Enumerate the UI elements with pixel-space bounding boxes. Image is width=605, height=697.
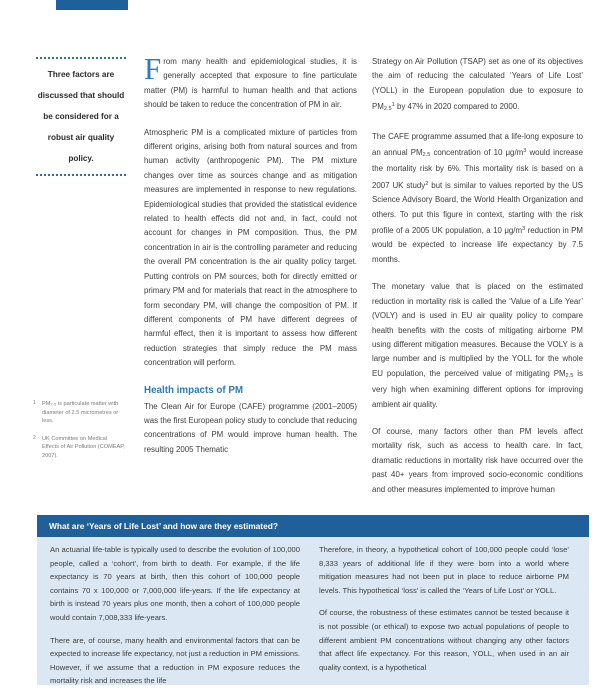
pull-quote-line: robust air quality — [47, 133, 115, 142]
footnote-ref: 2 — [425, 180, 429, 187]
paragraph: An actuarial life-table is typically used to describe the evolution of 100,000 people, called a ‘cohort’, from birth to death. For example, if the life expectancy is 70 years at birth, then this cohort of 100,000 people contains 70 x 100,000 or 7,000,000 life-years. If the life expectancy at birth is instead 70 years plus one month, then a cohort of 100,000 people would contain 7,008,333 life-years. — [50, 545, 300, 622]
paragraph — [372, 55, 583, 117]
footnote — [33, 400, 125, 426]
superscript: 3 — [522, 226, 526, 233]
footnote — [33, 435, 125, 461]
paragraph: Atmospheric PM is a complicated mixture of particles from different origins, arising both from natural sources and from human activity (anthropogenic PM). The PM mixture changes over time as sources change and as mitigation measures are implemented in response to new regulations. Epidemiological studies that provided the statistical evidence related to health effects did not and, in fact, could not account for changes in PM composition. Thus, the PM concentration in air is the controlling parameter and reducing the overall PM concentration is the air quality policy target. Putting controls on PM sources, both for directly emitted or primary PM and for materials that react in the atmosphere to form secondary PM, will change the composition of PM. If different components of PM have different degrees of harmful effect, then it is important to assess how different reduction strategies that simply reduce the PM mass concentration will perform. — [144, 127, 357, 368]
footnote-text: PM₂.₅ is particulate matter with diameter of 2.5 micrometres or less. — [42, 401, 119, 425]
footnote-text: UK Committee on Medical Effects of Air Pollution (COMEAP, 2007). — [42, 435, 125, 459]
footnotes — [33, 400, 125, 470]
info-box — [37, 515, 589, 685]
text-run: but is similar to values reported by the US Science Advisory Board, the World Health Organization and others. To put this figure in context, starting with the risk profile of a 2005 UK population, a 10 μg/m — [372, 180, 583, 236]
paragraph: Of course, many factors other than PM levels affect mortality risk, such as access to health care. In fact, dramatic reductions in mortality risk have occurred over the past 40+ years from improved socio-economic conditions and other measures implemented to improve human — [372, 426, 583, 494]
text-run: by 47% in 2020 compared to 2000. — [394, 102, 520, 112]
footnote-number: 2 — [33, 434, 36, 441]
paragraph: Of course, the robustness of these estimates cannot be tested because it is not possible (or ethical) to expose two actual populations of people to different ambient PM concentrations without changing any other factors that affect life expectancy. For this reason, YOLL, when used in an air quality context, is a hypothetical — [319, 608, 569, 672]
subscript: 2.5 — [565, 372, 574, 379]
pull-quote-line: Three factors are — [47, 70, 115, 79]
paragraph: The Clean Air for Europe (CAFE) programme (2001–2005) was the first European policy study to conclude that reducing concentrations of PM would improve human health. The resulting 2005 Thematic — [144, 401, 357, 454]
pull-quote-line: policy. — [68, 154, 94, 163]
subscript: 2.5 — [422, 152, 431, 159]
info-box-column-right — [319, 543, 569, 683]
article-column-1 — [144, 51, 357, 470]
pull-quote-line: discussed that should — [37, 91, 125, 100]
text-run: reduction in PM would be expected to increase life expectancy by 7.5 months. — [372, 226, 583, 264]
paragraph — [372, 130, 583, 268]
footnote-ref: 1 — [391, 102, 395, 109]
intro-text: rom many health and epidemiological studies, it is generally accepted that exposure to fine particulate matter (PM) is harmful to human health and that actions should be taken to reduce the concentration of PM in air. — [144, 57, 357, 110]
drop-cap: F — [144, 51, 162, 86]
footnote-number: 1 — [33, 400, 36, 406]
superscript: 3 — [523, 148, 527, 155]
article-column-2 — [372, 55, 583, 510]
intro-paragraph — [144, 51, 357, 113]
info-box-title: What are ‘Years of Life Lost’ and how are they estimated? — [37, 515, 589, 537]
pull-quote — [34, 57, 128, 176]
paragraph — [372, 280, 583, 412]
text-run: The CAFE programme assumed that a life-long exposure to an annual PM — [372, 131, 583, 158]
section-tab — [56, 0, 128, 10]
paragraph: There are, of course, many health and environmental factors that can be expected to increase life expectancy, not just a reduction in PM emissions. However, if we assume that a reduction in PM exposure reduces the mortality risk and increases the life — [50, 635, 300, 686]
paragraph: Therefore, in theory, a hypothetical cohort of 100,000 people could ‘lose’ 8,333 years of additional life if they were born into a world where mitigation measures had not been put in place to reduce airborne PM levels. This hypothetical ‘loss’ is called the ‘Years of Life Lost’ or YOLL. — [319, 545, 569, 595]
pull-quote-text — [34, 59, 128, 174]
pull-quote-line: be considered for a — [43, 112, 119, 121]
text-run: would increase the mortality risk by 6%. This mortality risk is based on a 2007 UK study — [372, 148, 584, 190]
subscript: 2.5 — [383, 106, 392, 113]
divider-bottom — [36, 174, 126, 176]
text-run: is very high when examining different options for improving ambient air quality. — [372, 368, 583, 409]
text-run: Strategy on Air Pollution (TSAP) set as one of its objectives the aim of reducing the calculated ‘Years of Life Lost’ (YOLL) in the European population due to exposure to PM — [372, 57, 583, 112]
section-heading: Health impacts of PM — [144, 384, 244, 396]
info-box-column-left — [50, 543, 300, 697]
text-run: The monetary value that is placed on the estimated reduction in mortality risk is called the ‘Value of a Life Year’ (VOLY) and is used in EU air quality policy to compare health benefits with the costs of mitigating airborne PM using different mitigation measures. Because the VOLY is a large number and is multiplied by the YOLL for the whole EU population, the perceived value of mitigating PM — [372, 282, 583, 378]
text-run: concentration of 10 μg/m — [430, 148, 524, 158]
